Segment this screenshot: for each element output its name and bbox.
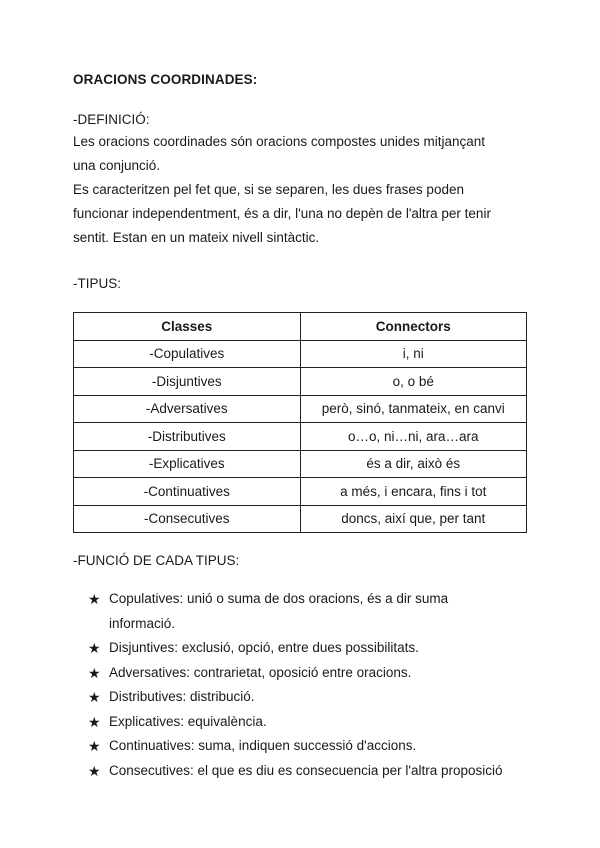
table-cell-connectors: és a dir, això és xyxy=(300,450,527,478)
definition-line: sentit. Estan en un mateix nivell sintàctic. xyxy=(73,230,320,245)
list-item-text: Disjuntives: exclusió, opció, entre dues possibilitats. xyxy=(109,640,419,655)
list-item-text: Continuatives: suma, indiquen successió d'accions. xyxy=(109,738,417,753)
star-icon: ★ xyxy=(88,591,101,607)
definition-line: funcionar independentment, és a dir, l'una no depèn de l'altra per tenir xyxy=(73,206,491,221)
table-cell-class: -Distributives xyxy=(74,423,301,451)
definition-line: Es caracteritzen pel fet que, si se separen, les dues frases poden xyxy=(73,182,464,197)
list-item-text: Distributives: distribució. xyxy=(109,689,255,704)
star-icon: ★ xyxy=(88,762,101,779)
star-icon: ★ xyxy=(88,689,101,705)
table-cell-class: -Explicatives xyxy=(74,450,301,478)
list-item xyxy=(88,636,538,661)
list-item-text: Copulatives: unió o suma de dos oracions, és a dir suma xyxy=(109,591,449,606)
list-item xyxy=(88,685,538,710)
definition-line: una conjunció. xyxy=(73,158,161,173)
table-row xyxy=(74,340,527,368)
table-row xyxy=(74,395,527,423)
types-heading: -TIPUS: xyxy=(73,276,122,291)
definition-line: Les oracions coordinades són oracions compostes unides mitjançant xyxy=(73,134,485,149)
table-cell-class: -Continuatives xyxy=(74,478,301,506)
table-cell-connectors: o, o bé xyxy=(300,368,527,396)
table-row xyxy=(74,368,527,396)
table-cell-connectors: doncs, així que, per tant xyxy=(300,505,527,533)
table-row xyxy=(74,423,527,451)
function-list xyxy=(88,587,538,783)
page-title: ORACIONS COORDINADES: xyxy=(73,72,258,87)
table-header-classes: Classes xyxy=(74,313,301,341)
table-cell-connectors: però, sinó, tanmateix, en canvi xyxy=(300,395,527,423)
list-item xyxy=(88,661,538,686)
star-icon: ★ xyxy=(88,640,101,656)
list-item-text: Explicatives: equivalència. xyxy=(109,713,267,729)
table-row xyxy=(74,450,527,478)
list-item xyxy=(88,734,538,759)
table-cell-connectors: a més, i encara, fins i tot xyxy=(300,478,527,506)
connectors-table xyxy=(73,312,527,533)
table-cell-class: -Consecutives xyxy=(74,505,301,533)
table-header-row xyxy=(74,313,527,341)
table-header-connectors: Connectors xyxy=(300,313,527,341)
definition-paragraph xyxy=(73,130,533,250)
list-item-text: Consecutives: el que es diu es consecuencia per l'altra proposició xyxy=(109,762,503,778)
table-cell-connectors: i, ni xyxy=(300,340,527,368)
table-cell-class: -Disjuntives xyxy=(74,368,301,396)
list-item xyxy=(88,587,538,636)
star-icon: ★ xyxy=(88,664,101,681)
function-heading: -FUNCIÓ DE CADA TIPUS: xyxy=(73,553,240,568)
list-item-text: Adversatives: contrarietat, oposició entre oracions. xyxy=(109,664,412,680)
list-item-text: informació. xyxy=(109,615,176,631)
table-cell-class: -Copulatives xyxy=(74,340,301,368)
list-item xyxy=(88,710,538,735)
table-row xyxy=(74,478,527,506)
table-cell-connectors: o…o, ni…ni, ara…ara xyxy=(300,423,527,451)
table-cell-class: -Adversatives xyxy=(74,395,301,423)
star-icon: ★ xyxy=(88,738,101,754)
definition-heading: -DEFINICIÓ: xyxy=(73,112,150,127)
table-row xyxy=(74,505,527,533)
star-icon: ★ xyxy=(88,713,101,730)
list-item xyxy=(88,759,538,784)
